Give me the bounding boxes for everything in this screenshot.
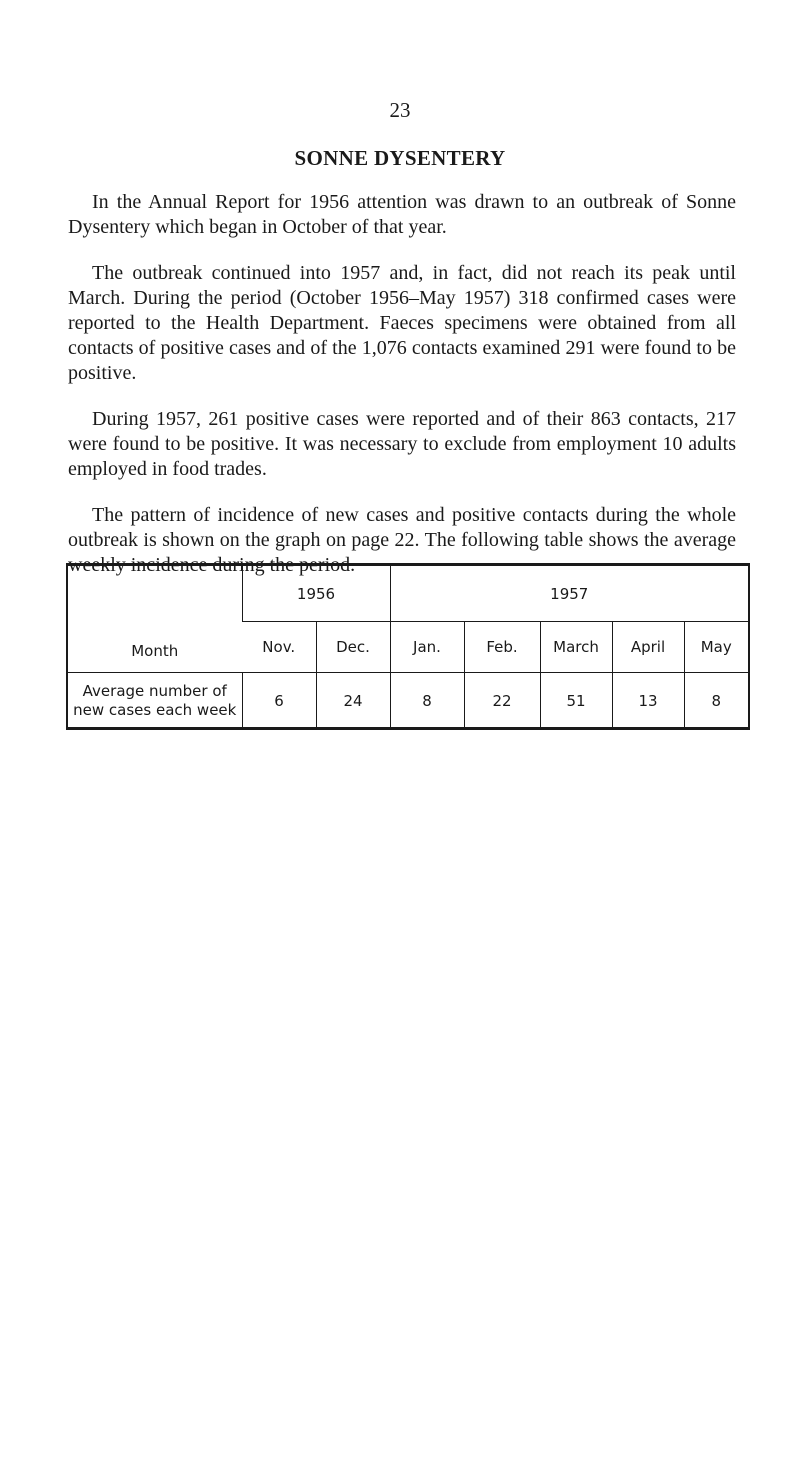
incidence-table	[66, 563, 750, 730]
paragraph: The pattern of incidence of new cases and positive contacts during the whole outbreak is shown on the graph on page 22. The following table shows the average weekly incidence during the period.	[68, 504, 736, 576]
value-cell: 6	[242, 673, 316, 730]
value-cell: 8	[390, 673, 464, 730]
month-header: Month	[131, 642, 179, 660]
value-cell: 8	[684, 673, 748, 730]
month-header-cell: Jan.	[390, 622, 464, 673]
page-title: SONNE DYSENTERY	[294, 146, 506, 170]
month-header-cell: Feb.	[464, 622, 540, 673]
month-header-cell: Nov.	[242, 622, 316, 673]
paragraph: In the Annual Report for 1956 attention was drawn to an outbreak of Sonne Dysentery which began in October of that year.	[68, 191, 736, 238]
row-label-line: new cases each week	[73, 701, 237, 719]
value-cell: 24	[316, 673, 390, 730]
month-header-cell: May	[684, 622, 748, 673]
paragraph: The outbreak continued into 1957 and, in fact, did not reach its peak until March. During the period (October 1956–May 1957) 318 confirmed cases were reported to the Health Department. Faeces specimens were obtained from all contacts of positive cases and of the 1,076 contacts examined 291 were found to be positive.	[68, 262, 736, 384]
year-header-1957: 1957	[390, 566, 748, 622]
value-cell: 22	[464, 673, 540, 730]
paragraph: During 1957, 261 positive cases were reported and of their 863 contacts, 217 were found to be positive. It was necessary to exclude from employment 10 adults employed in food trades.	[68, 408, 736, 480]
year-header-1956: 1956	[242, 566, 390, 622]
month-header-cell: April	[612, 622, 684, 673]
month-header-cell: March	[540, 622, 612, 673]
value-cell: 51	[540, 673, 612, 730]
table-row	[68, 673, 748, 730]
row-label-line: Average number of	[82, 682, 227, 700]
month-header-cell: Dec.	[316, 622, 390, 673]
row-label	[68, 673, 242, 730]
body-text	[68, 190, 736, 599]
value-cell: 13	[612, 673, 684, 730]
page-number: 23	[389, 98, 411, 122]
